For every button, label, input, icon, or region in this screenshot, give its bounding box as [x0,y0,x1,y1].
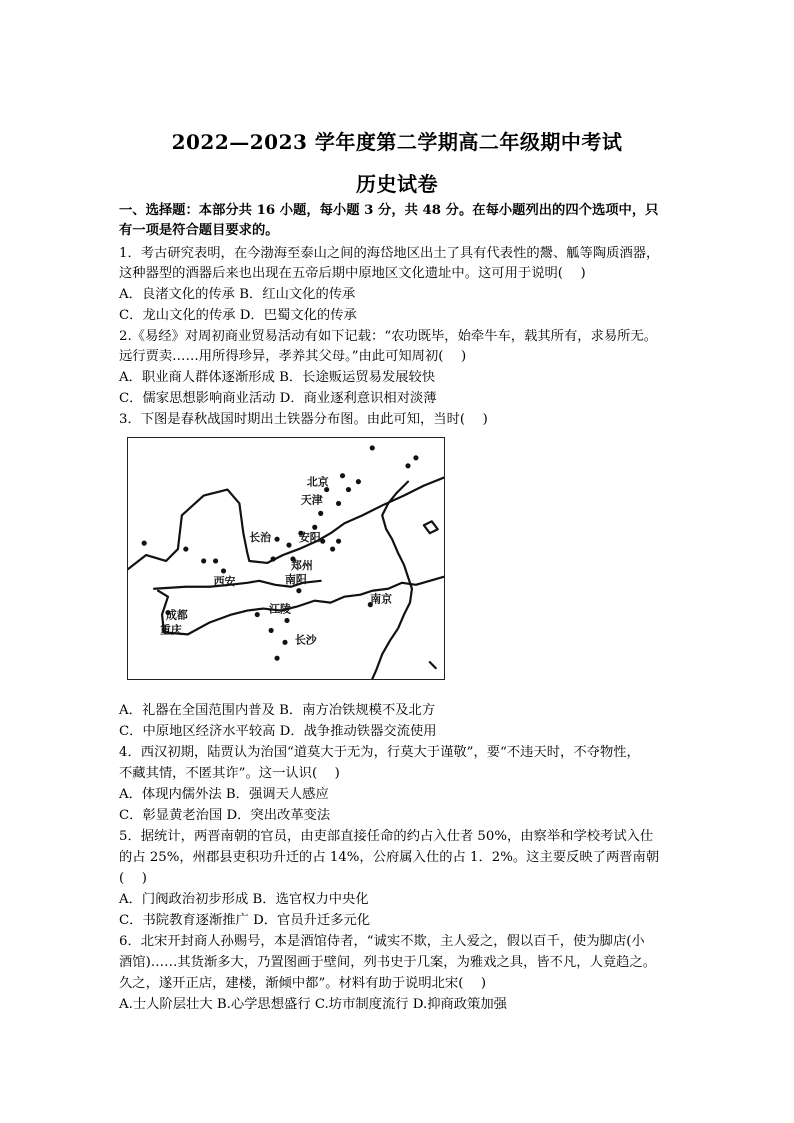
q5-option-cd: C．书院教育逐渐推广 D．官员升迁多元化 [119,913,371,928]
site-dots [142,445,419,660]
city-label: 天津 [300,493,323,507]
q4-option-cd: C．彰显黄老治国 D．突出改革变法 [119,808,331,823]
city-label: 重庆 [160,623,182,637]
q3-option-ab: A．礼器在全国范围内普及 B．南方冶铁规模不及北方 [119,703,436,718]
q2-option-ab: A．职业商人群体逐渐形成 B．长途贩运贸易发展较快 [119,370,436,385]
q1-stem-1: 1．考古研究表明，在今渤海至泰山之间的海岱地区出土了具有代表性的鬶、觚等陶质酒器， [119,246,660,261]
city-label: 南京 [370,592,393,606]
q1-option-cd: C．龙山文化的传承 D．巴蜀文化的传承 [119,308,357,323]
city-label: 长沙 [294,633,317,647]
q5-stem-1: 5．据统计，两晋南朝的官员，由吏部直接任命的约占入仕者 50%，由察举和学校考试入仕 [119,829,654,844]
iron-artifact-map [127,437,445,680]
q5-stem-2: 的占 25%，州郡县吏积功升迁的占 14%，公府属入仕的占 1．2%。这主要反映了两晋南朝 [119,850,660,865]
section-instructions-1: 一、选择题：本部分共 16 小题，每小题 3 分，共 48 分。在每小题列出的四个选项中，只 [119,203,659,218]
q1-stem-2: 这种器型的酒器后来也出现在五帝后期中原地区文化遗址中。这可用于说明( ) [119,266,586,281]
city-label: 江陵 [269,602,291,616]
q6-options: A.士人阶层壮大 B.心学思想盛行 C.坊市制度流行 D.抑商政策加强 [119,997,507,1012]
exam-subject: 历史试卷 [356,172,438,196]
q3-stem-1: 3．下图是春秋战国时期出土铁器分布图。由此可知，当时( ) [119,412,488,427]
city-label: 长治 [249,531,272,545]
q4-option-ab: A．体现内儒外法 B．强调天人感应 [119,787,329,802]
q6-stem-1: 6．北宋开封商人孙赐号，本是酒馆侍者，“诚实不欺，主人爱之，假以百千，使为脚店(小 [119,934,645,949]
city-label: 南阳 [285,572,307,586]
city-label: 郑州 [290,558,313,572]
q6-stem-3: 久之，遂开正店，建楼，渐倾中都”。材料有助于说明北宋( ) [119,976,487,991]
exam-title: 2022—2023 学年度第二学期高二年级期中考试 [171,130,623,154]
q3-option-cd: C．中原地区经济水平较高 D．战争推动铁器交流使用 [119,724,437,739]
section-instructions-2: 有一项是符合题目要求的。 [119,223,279,238]
q4-stem-1: 4．西汉初期，陆贾认为治国“道莫大于无为，行莫大于谨敬”，要“不违天时，不夺物性， [119,745,640,760]
q5-option-ab: A．门阀政治初步形成 B．选官权力中央化 [119,892,369,907]
q2-option-cd: C．儒家思想影响商业活动 D．商业逐利意识相对淡薄 [119,391,437,406]
city-label: 北京 [306,475,329,489]
q5-stem-3: ( ) [119,871,147,886]
city-label: 安阳 [298,531,321,545]
q6-stem-2: 酒馆)……其货渐多大，乃置图画于壁间，列书史于几案，为雅戏之具，皆不凡，人竟趋之。 [119,955,657,970]
city-label: 西安 [213,574,236,588]
city-label: 成都 [165,608,188,622]
q4-stem-2: 不藏其情，不匿其诈”。这一认识( ) [119,766,340,781]
q2-stem-2: 远行贾卖……用所得珍异，孝养其父母。”由此可知周初( ) [119,349,467,364]
q1-option-ab: A．良渚文化的传承 B．红山文化的传承 [119,287,356,302]
q2-stem-1: 2.《易经》对周初商业贸易活动有如下记载：“农功既毕，始牵牛车，载其所有，求易所无。 [119,329,658,344]
